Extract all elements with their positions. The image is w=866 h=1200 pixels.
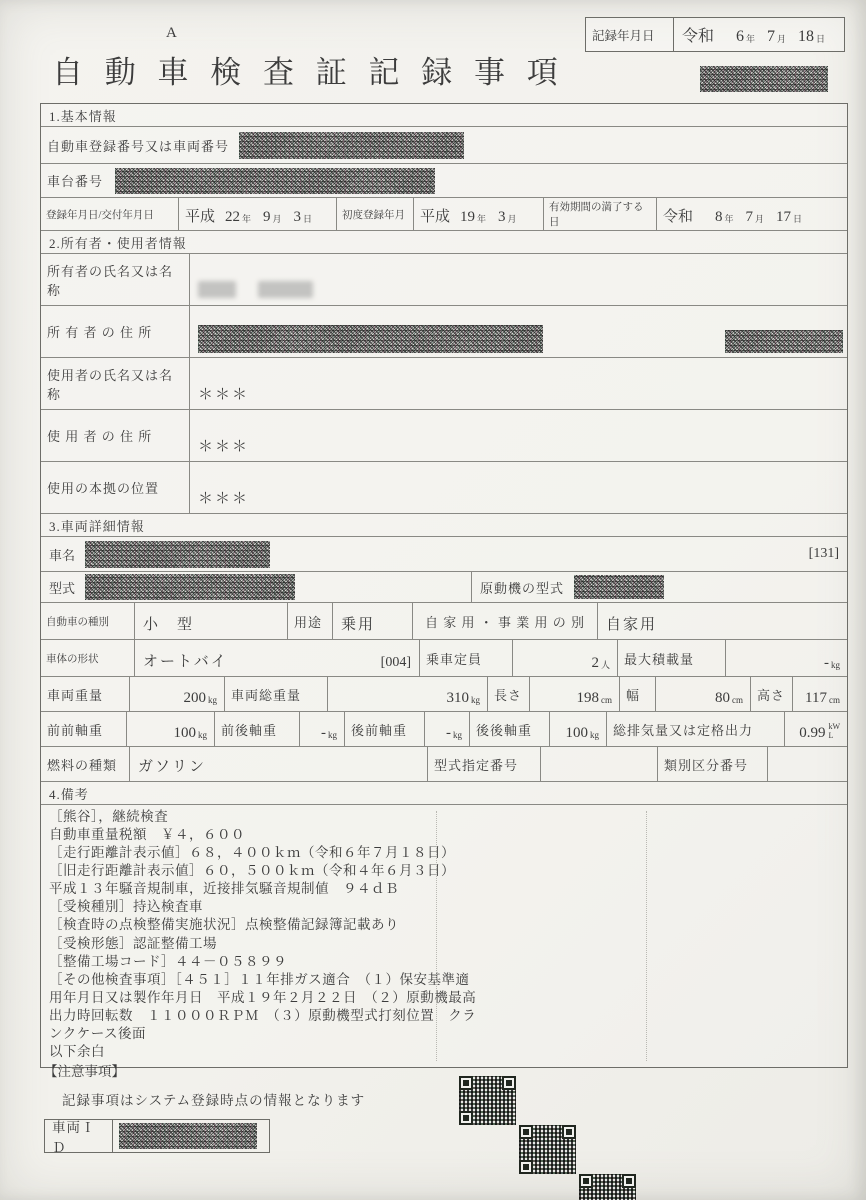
use-value: 乗用 [332,603,412,639]
vehicle-id-value [113,1120,269,1152]
kind-value: 小 型 [134,603,287,639]
displacement-label: 総排気量又は定格出力 [606,712,784,746]
remarks-line: 出力時回転数 １１０００ＲＰＭ （３）原動機型式打刻位置 クラ [49,1007,477,1023]
width-value: 80 cm [655,677,750,711]
kind-row [41,602,847,639]
axle-ff-value: 100 kg [126,712,214,746]
corner-mark: A [166,25,177,41]
redacted-engine-model [574,575,664,599]
height-value: 117 cm [792,677,847,711]
remarks-line: ［検査時の点検整備実施状況］点検整備記録簿記載あり [49,917,399,933]
owner-name-value [189,254,847,305]
axle-ff-label: 前前軸重 [47,722,104,738]
chassis-number-row [41,163,847,197]
redacted-owner-name-2 [258,281,313,298]
owner-address-row [41,305,847,357]
user-address-value: ＊＊＊ [189,410,847,461]
redacted-owner-address [198,325,543,353]
category-value [767,747,847,781]
base-location-value: ＊＊＊ [189,462,847,513]
expiry-date-value: 令和 8 年 7 月 17 日 [656,198,847,230]
record-date-box [585,17,845,52]
gross-weight-label: 車両総重量 [224,677,327,711]
remarks-box [41,804,847,1067]
type-cert-value [540,747,657,781]
qr-code [579,1174,636,1200]
section-vehicle-heading: 3.車両詳細情報 [49,519,145,534]
user-name-value: ＊＊＊ [189,358,847,409]
redacted-vehicle-id [119,1123,257,1149]
remarks-line: 平成１３年騒音規制車，近接排気騒音規制値 ９４ｄＢ [49,881,399,897]
redacted-vehicle-name [85,541,270,568]
vehicle-name-row [41,536,847,571]
axle-rf-label: 後前軸重 [344,712,424,746]
max-load-label: 最大積載量 [617,640,725,676]
axle-fr-value: - kg [299,712,344,746]
owner-address-label: 所 有 者 の 住 所 [47,325,153,340]
record-date-label: 記録年月日 [586,18,674,51]
max-load-value: - kg [725,640,847,676]
fuel-label: 燃料の種類 [47,757,118,773]
dates-row [41,197,847,230]
capacity-label: 乗車定員 [419,640,512,676]
certificate-table [40,103,848,1068]
first-registration-value: 平成 19 年 3 月 [413,198,543,230]
body-shape-code: [004] [380,655,411,670]
body-shape-label: 車体の形状 [46,653,99,665]
gross-weight-value: 310 kg [327,677,487,711]
type-cert-label: 型式指定番号 [427,747,540,781]
body-shape-row [41,639,847,676]
remarks-line: 自動車重量税額 ￥４，６００ [49,827,245,843]
owner-address-value [189,306,847,357]
model-cell: 型式 [41,572,471,602]
private-business-label: 自 家 用 ・ 事 業 用 の 別 [412,603,597,639]
vehicle-id-box [44,1119,270,1153]
body-shape-value: オートバイ [004] [134,640,419,676]
registration-date-label: 登録年月日/交付年月日 [46,209,154,221]
private-business-value: 自家用 [597,603,847,639]
remarks-line: 以下余白 [49,1044,105,1060]
base-location-label: 使用の本拠の位置 [47,481,160,496]
length-label: 長さ [487,677,529,711]
axle-rr-label: 後後軸重 [469,712,549,746]
chassis-number-cell: 車台番号 [41,164,847,197]
axle-rr-value: 100 kg [549,712,606,746]
remarks-line: ［その他検査事項］［４５１］１１年排ガス適合 （１）保安基準適 [49,971,470,987]
redacted-model [85,574,295,600]
redacted-chassis-number [115,168,435,194]
base-location-row [41,461,847,513]
remarks-divider-dotted [646,811,647,1061]
user-address-row [41,409,847,461]
vehicle-name-code: [131] [808,546,839,561]
redacted-registration-number [239,132,464,159]
notice-heading: 【注意事項】 [44,1064,125,1079]
axle-rf-value: - kg [424,712,469,746]
remarks-divider-dotted [436,811,437,1061]
record-date-value: 令和 6 年 7 月 18 日 [682,28,826,45]
section-remarks-heading-row [41,781,847,804]
vehicle-name-cell: 車名 [131] [41,537,847,571]
model-row [41,571,847,602]
remarks-line: ［受検形態］認証整備工場 [49,935,217,951]
engine-model-cell: 原動機の型式 [471,572,847,602]
section-owner-heading: 2.所有者・使用者情報 [49,236,187,251]
weight-row [41,676,847,711]
fuel-row [41,746,847,781]
length-value: 198 cm [529,677,619,711]
section-basic-heading: 1.基本情報 [49,109,117,124]
width-label: 幅 [619,677,655,711]
weight-label: 車両重量 [47,687,104,703]
remarks-line: ［走行距離計表示値］６８，４００ｋｍ（令和６年７月１８日） [49,845,455,861]
axle-weight-row [41,711,847,746]
height-label: 高さ [750,677,792,711]
vehicle-id-label: 車両ＩＤ [45,1120,113,1152]
qr-code [459,1076,516,1125]
fuel-value: ガソリン [129,747,427,781]
owner-name-row [41,253,847,305]
registration-date-value: 平成 22 年 9 月 3 日 [178,198,336,230]
axle-fr-label: 前後軸重 [214,712,299,746]
use-label: 用途 [287,603,332,639]
remarks-line: ［整備工場コード］４４－０５８９９ [49,953,287,969]
capacity-value: 2 人 [512,640,617,676]
registration-number-cell: 自動車登録番号又は車両番号 [41,127,847,163]
redacted-owner-name-1 [198,281,236,298]
remarks-line: ［受検種別］持込検査車 [49,899,203,915]
section-owner-heading-row [41,230,847,253]
user-name-row [41,357,847,409]
remarks-line: ンクケース後面 [49,1025,147,1041]
category-label: 類別区分番号 [657,747,767,781]
displacement-value: 0.99 kW L [784,712,847,746]
displacement-units: kW L [828,722,840,741]
user-name-label: 使用者の氏名又は名称 [47,367,174,402]
remarks-line: ［熊谷］，継続検査 [49,809,169,824]
document-title: 自 動 車 検 査 証 記 録 事 項 [52,55,565,90]
remarks-line: 用年月日又は製作年月日 平成１９年２月２２日 （２）原動機最高 [49,989,477,1005]
redacted-owner-address-right [725,330,843,353]
kind-label: 自動車の種別 [46,616,109,628]
qr-code [519,1125,576,1174]
section-vehicle-heading-row [41,513,847,536]
registration-number-row [41,126,847,163]
owner-name-label: 所有者の氏名又は名称 [47,263,174,298]
notice-text: 記録事項はシステム登録時点の情報となります [62,1093,366,1108]
first-registration-label: 初度登録年月 [336,198,413,230]
expiry-date-label: 有効期間の満了する日 [543,198,656,230]
weight-value: 200 kg [129,677,224,711]
redacted-document-number [700,66,828,92]
remarks-line: ［旧走行距離計表示値］６０，５００ｋｍ（令和４年６月３日） [49,863,455,879]
user-address-label: 使 用 者 の 住 所 [47,429,153,444]
section-remarks-heading: 4.備考 [49,787,89,802]
